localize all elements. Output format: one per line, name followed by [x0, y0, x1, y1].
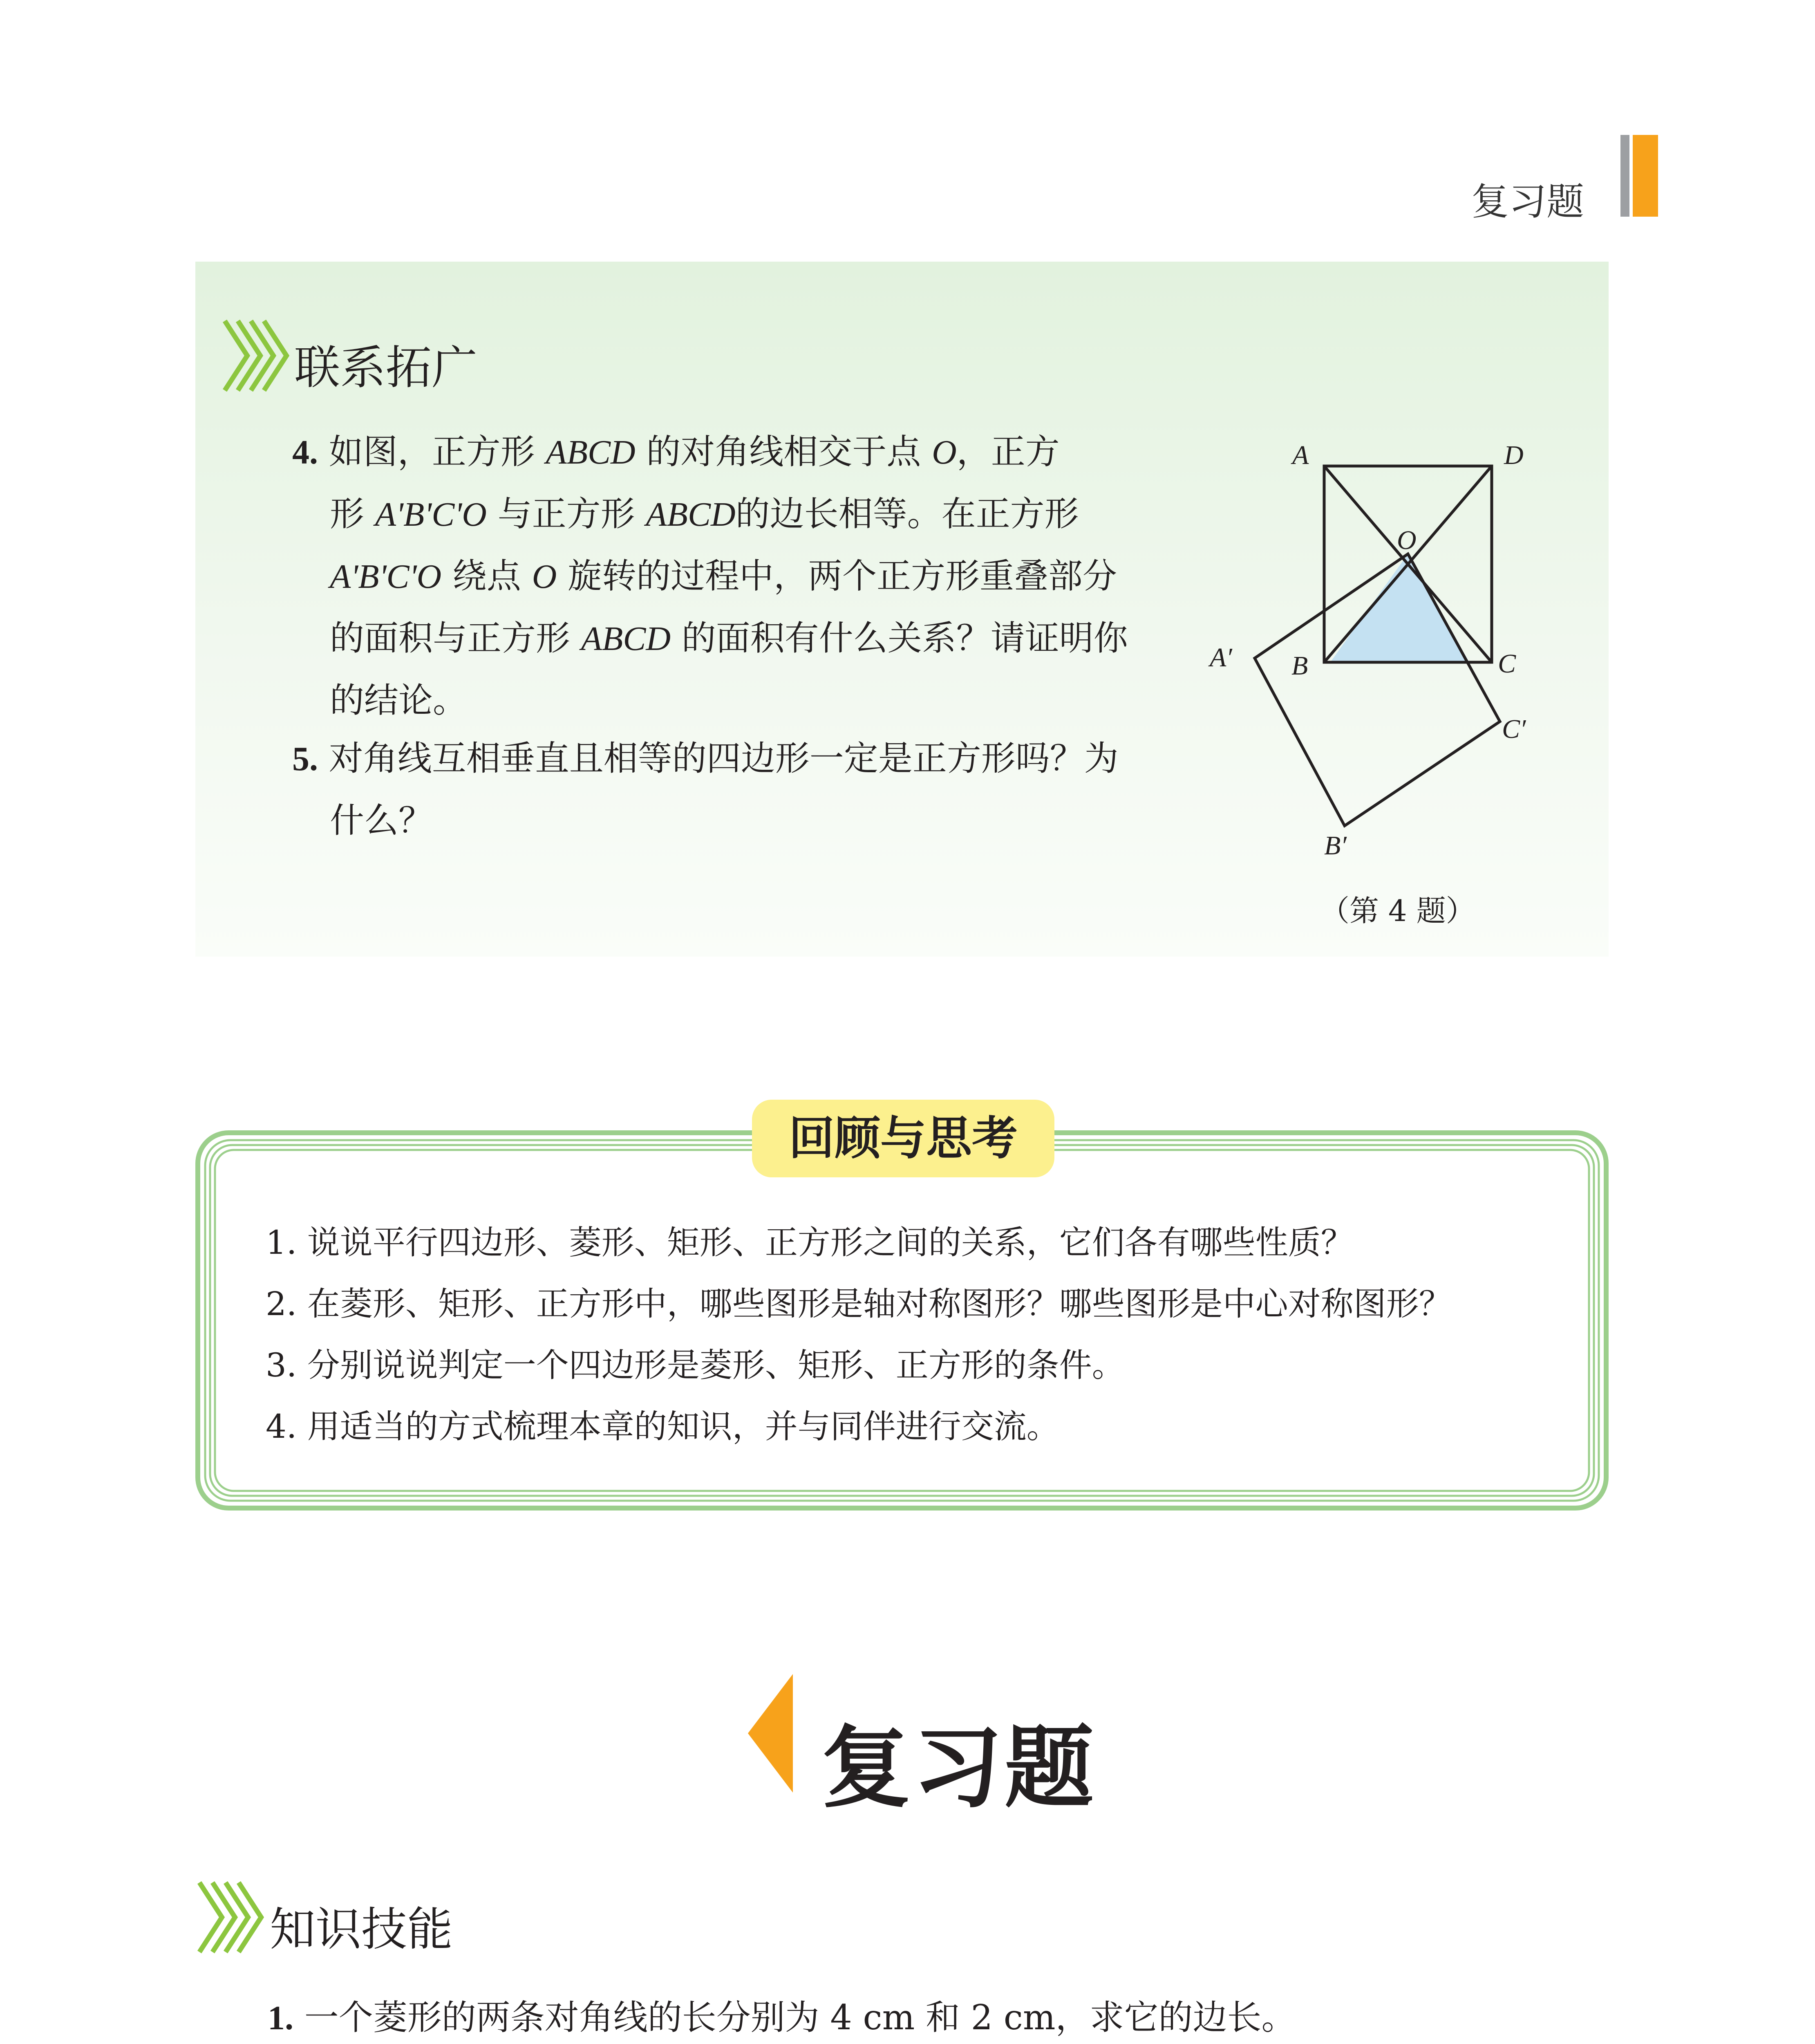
question-5: 5. 对角线互相垂直且相等的四边形一定是正方形吗？为 什么？ — [292, 738, 1119, 840]
review-item-3: 3. 分别说说判定一个四边形是菱形、矩形、正方形的条件。 — [266, 1346, 1125, 1384]
extension-section-title: 联系拓广 — [294, 341, 477, 394]
square-a1b1c1o — [1255, 554, 1500, 826]
label-c-prime: C′ — [1502, 714, 1526, 744]
exercises-heading: 复习题 — [821, 1720, 1096, 1818]
review-item-4: 4. 用适当的方式梳理本章的知识，并与同伴进行交流。 — [266, 1407, 1059, 1446]
figure-4-rotated-squares — [1202, 433, 1569, 875]
question-4: 4. 如图，正方形 ABCD 的对角线相交于点 O，正方 形 A'B'C'O 与正方形 ABCD的边长相等。在正方形 A'B'C'O 绕点 O 旋转的过程中，两个正方形重叠部分 的面积与正方形 ABCD 的面积有什么关系？请证明你 的结论。 — [292, 432, 1128, 720]
section-chevron-icon — [221, 317, 290, 394]
review-item-2: 2. 在菱形、矩形、正方形中，哪些图形是轴对称图形？哪些图形是中心对称图形？ — [266, 1285, 1452, 1323]
label-c: C — [1498, 649, 1516, 679]
heading-arrow-icon — [748, 1674, 795, 1793]
header-accent-bar-orange — [1633, 135, 1658, 217]
figure-4-caption: （第 4 题） — [1320, 894, 1475, 928]
exercise-1: 1. 一个菱形的两条对角线的长分别为 4 cm 和 2 cm，求它的边长。 — [268, 1997, 1296, 2037]
label-b: B — [1291, 651, 1308, 681]
question-5-number: 5. — [292, 740, 318, 778]
label-b-prime: B′ — [1324, 831, 1347, 861]
label-a-prime: A′ — [1210, 643, 1232, 672]
running-header: 复习题 — [1471, 180, 1584, 224]
review-title: 回顾与思考 — [752, 1100, 1054, 1177]
review-item-1: 1. 说说平行四边形、菱形、矩形、正方形之间的关系，它们各有哪些性质？ — [266, 1224, 1354, 1262]
section-chevron-icon — [195, 1878, 265, 1956]
question-4-number: 4. — [292, 433, 318, 471]
knowledge-section-title: 知识技能 — [270, 1903, 453, 1956]
label-a: A — [1292, 440, 1309, 470]
label-o: O — [1397, 525, 1417, 555]
overlap-region — [1330, 554, 1469, 662]
label-d: D — [1504, 440, 1524, 470]
header-accent-bar-gray — [1620, 135, 1629, 217]
